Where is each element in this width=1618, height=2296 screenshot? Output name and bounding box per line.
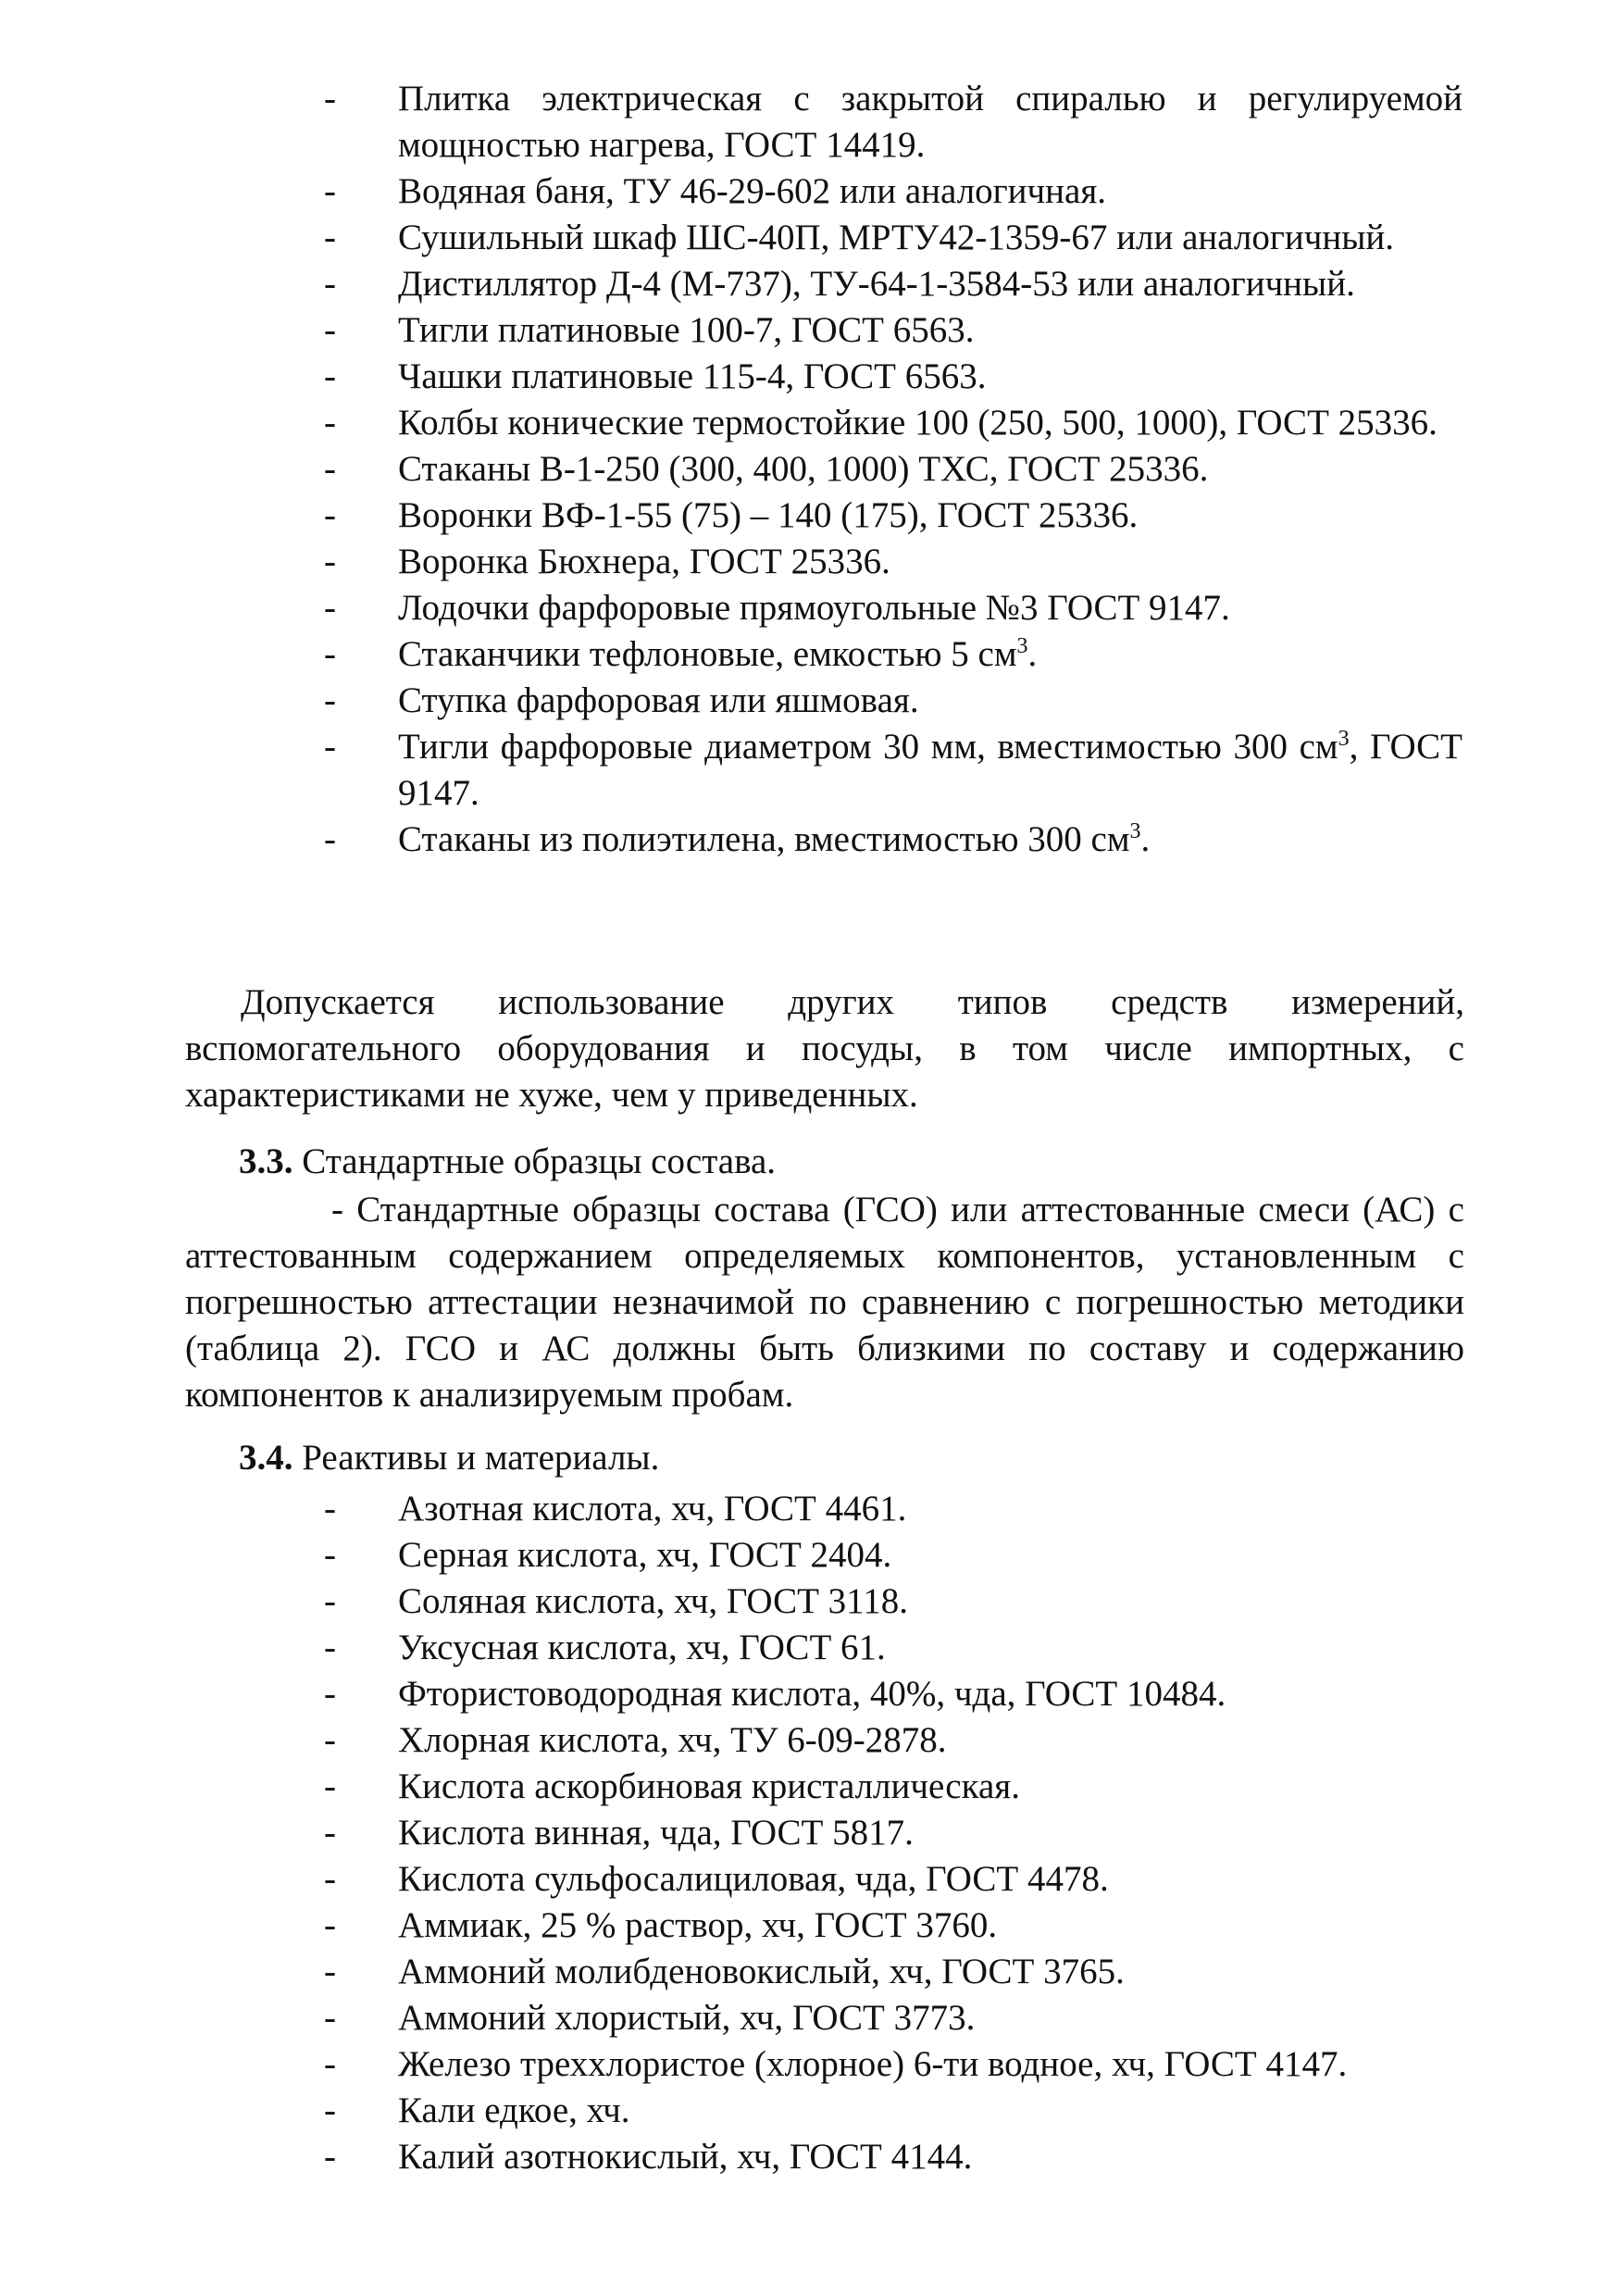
list-item-text: Аммиак, 25 % раствор, хч, ГОСТ 3760. [398,1905,998,1945]
list-item-text: Дистиллятор Д-4 (М-737), ТУ-64-1-3584-53 или аналогичный. [398,264,1355,304]
list-dash: - [324,264,336,304]
section-title: Реактивы и материалы. [292,1438,660,1478]
list-item [324,168,1462,215]
list-item-text: Сушильный шкаф ШС-40П, МРТУ42-1359-67 или аналогичный. [398,218,1395,257]
section-3-3-body: - Стандартные образцы состава (ГСО) или аттестованные смеси (АС) с аттестованным содержанием определяемых компонентов, установленным с погрешностью аттестации незначимой по сравнению с погрешностью методики (таблица 2). ГСО и АС должны быть близкими по составу и содержанию компонентов к анализируемым пробам. [185,1190,1464,1415]
list-item [324,2134,1462,2180]
list-item-text: Кислота винная, чда, ГОСТ 5817. [398,1813,914,1853]
list-item [324,261,1462,307]
list-dash: - [324,1581,336,1621]
list-item [324,631,1462,678]
section-number: 3.3. [239,1142,293,1181]
list-item-text-main: Тигли фарфоровые диаметром 30 мм, вместимостью 300 см [398,727,1338,767]
equipment-list [324,76,1462,863]
list-item-text: Плитка электрическая с закрытой спиралью и регулируемой мощностью нагрева, ГОСТ 14419. [398,79,1462,165]
list-item-text: Воронки ВФ-1-55 (75) – 140 (175), ГОСТ 25336. [398,495,1139,535]
list-item [324,1671,1462,1717]
list-item [324,1856,1462,1903]
list-dash: - [324,79,336,119]
list-item-text: Азотная кислота, хч, ГОСТ 4461. [398,1489,907,1529]
list-item [324,1903,1462,1949]
list-item-text [398,631,1462,678]
list-item-text: Аммоний хлористый, хч, ГОСТ 3773. [398,1998,976,2038]
list-dash: - [324,1535,336,1575]
list-dash: - [324,1720,336,1760]
list-dash: - [324,449,336,489]
list-item-text: Тигли платиновые 100-7, ГОСТ 6563. [398,310,975,350]
list-item-text: Серная кислота, хч, ГОСТ 2404. [398,1535,892,1575]
list-item-text-main: Стаканы из полиэтилена, вместимостью 300 см [398,819,1130,859]
list-item-text-after: , ГОСТ 9147. [398,727,1462,813]
list-item-text: Колбы конические термостойкие 100 (250, 500, 1000), ГОСТ 25336. [398,403,1438,443]
list-item [324,678,1462,724]
superscript: 3 [1129,819,1141,843]
list-item-text: Уксусная кислота, хч, ГОСТ 61. [398,1628,886,1667]
list-dash: - [324,1905,336,1945]
list-item-text: Железо треххлористое (хлорное) 6-ти водное, хч, ГОСТ 4147. [398,2044,1348,2084]
list-item [324,1532,1462,1578]
list-item [324,446,1462,493]
list-item [324,585,1462,631]
list-item-text: Стаканы В-1-250 (300, 400, 1000) ТХС, ГОСТ 25336. [398,449,1209,489]
list-item [324,1810,1462,1856]
list-dash: - [324,1859,336,1899]
list-item [324,1578,1462,1625]
list-item-text-after: . [1140,819,1151,859]
section-number: 3.4. [239,1438,293,1478]
list-item [324,1764,1462,1810]
list-item-text [398,817,1462,863]
list-item-text: Кали едкое, хч. [398,2090,630,2130]
list-item [324,1717,1462,1764]
reagents-list [324,1486,1462,2180]
list-item-text: Соляная кислота, хч, ГОСТ 3118. [398,1581,908,1621]
list-dash: - [324,588,336,628]
list-dash: - [324,1628,336,1667]
list-dash: - [324,2090,336,2130]
list-dash: - [324,634,336,674]
list-item [324,307,1462,354]
list-item-text: Аммоний молибденовокислый, хч, ГОСТ 3765. [398,1952,1125,1991]
list-dash: - [324,542,336,581]
list-dash: - [324,727,336,767]
list-item [324,1625,1462,1671]
list-dash: - [324,403,336,443]
list-dash: - [324,356,336,396]
list-item-text-after: . [1027,634,1038,674]
list-dash: - [324,218,336,257]
list-item-text: Фтористоводородная кислота, 40%, чда, ГОСТ 10484. [398,1674,1226,1714]
list-item [324,1949,1462,1995]
list-dash: - [324,310,336,350]
list-dash: - [324,819,336,859]
list-item [324,724,1462,817]
list-item [324,539,1462,585]
list-item-text-main: Стаканчики тефлоновые, емкостью 5 см [398,634,1017,674]
list-item-text: Кислота аскорбиновая кристаллическая. [398,1766,1020,1806]
list-item-text: Кислота сульфосалициловая, чда, ГОСТ 4478. [398,1859,1109,1899]
list-item [324,2088,1462,2134]
list-dash: - [324,2137,336,2177]
list-item-text: Лодочки фарфоровые прямоугольные №3 ГОСТ 9147. [398,588,1230,628]
list-dash: - [324,1952,336,1991]
section-heading-3-4 [239,1435,659,1481]
list-item [324,1995,1462,2041]
list-item-text [398,724,1462,817]
list-dash: - [324,1813,336,1853]
section-title: Стандартные образцы состава. [292,1142,777,1181]
list-item [324,76,1462,168]
list-item-text: Калий азотнокислый, хч, ГОСТ 4144. [398,2137,973,2177]
list-dash: - [324,2044,336,2084]
list-item [324,215,1462,261]
list-item-text: Чашки платиновые 115-4, ГОСТ 6563. [398,356,987,396]
list-dash: - [324,1766,336,1806]
list-dash: - [324,1674,336,1714]
paragraph-allowed: Допускается использование других типов средств измерений, вспомогательного оборудования и посуды, в том числе импортных, с характеристиками не хуже, чем у приведенных. [185,982,1464,1115]
list-item-text: Водяная баня, ТУ 46-29-602 или аналогичная. [398,171,1107,211]
list-item [324,493,1462,539]
list-dash: - [324,680,336,720]
section-heading-3-3 [239,1139,776,1185]
list-item-text: Хлорная кислота, хч, ТУ 6-09-2878. [398,1720,947,1760]
list-item [324,817,1462,863]
list-dash: - [324,1998,336,2038]
list-item [324,1486,1462,1532]
list-dash: - [324,495,336,535]
superscript: 3 [1338,727,1350,751]
list-item [324,354,1462,400]
list-dash: - [324,1489,336,1529]
list-item-text: Ступка фарфоровая или яшмовая. [398,680,919,720]
list-item-text: Воронка Бюхнера, ГОСТ 25336. [398,542,890,581]
superscript: 3 [1016,634,1028,658]
list-dash: - [324,171,336,211]
list-item [324,400,1462,446]
list-item [324,2041,1462,2088]
